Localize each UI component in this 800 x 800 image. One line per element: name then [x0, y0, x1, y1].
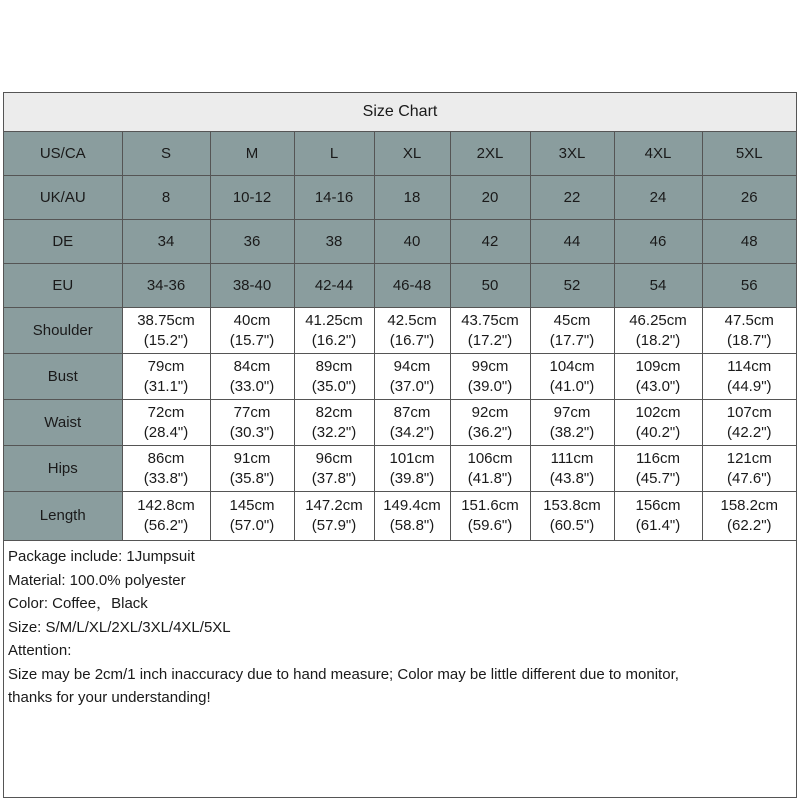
- measurement-cell: [450, 446, 530, 492]
- measurement-cell: [614, 308, 702, 354]
- inch-value: (42.2"): [727, 423, 772, 441]
- inch-value: (59.6"): [467, 517, 513, 534]
- measurement-cell: [374, 446, 450, 492]
- inch-value: (44.9"): [727, 377, 772, 395]
- row-label-us-ca: US/CA: [4, 132, 122, 176]
- inch-value: (41.8"): [467, 469, 513, 487]
- conversion-cell: 56: [702, 264, 796, 308]
- inch-value: (16.7"): [389, 331, 435, 349]
- inch-value: (39.8"): [389, 469, 435, 487]
- conversion-cell: 36: [210, 220, 294, 264]
- note-line: Size: S/M/L/XL/2XL/3XL/4XL/5XL: [8, 618, 231, 636]
- inch-value: (36.2"): [467, 423, 513, 441]
- row-label: EU: [4, 264, 122, 308]
- size-cell: L: [294, 132, 374, 176]
- measurement-cell: [530, 354, 614, 400]
- measurement-row: [4, 446, 796, 492]
- inch-value: (60.5"): [549, 517, 595, 534]
- conversion-row: [4, 220, 796, 264]
- size-header-row: [4, 132, 796, 176]
- measurement-cell: [374, 308, 450, 354]
- measurement-cell: [374, 354, 450, 400]
- measurement-cell: [450, 354, 530, 400]
- inch-value: (37.0"): [389, 377, 435, 395]
- measurement-cell: [450, 492, 530, 541]
- inch-value: (35.8"): [229, 469, 275, 487]
- inch-value: (43.8"): [549, 469, 595, 487]
- conversion-cell: 44: [530, 220, 614, 264]
- cm-value: 46.25cm: [629, 311, 687, 329]
- size-cell: 5XL: [702, 132, 796, 176]
- measurement-cell: [294, 308, 374, 354]
- conversion-cell: 26: [702, 176, 796, 220]
- measurement-label: Shoulder: [4, 308, 122, 354]
- size-cell: 4XL: [614, 132, 702, 176]
- size-cell: 3XL: [530, 132, 614, 176]
- measurement-cell: [530, 400, 614, 446]
- cm-value: 38.75cm: [137, 311, 195, 329]
- cm-value: 142.8cm: [137, 497, 195, 514]
- measurement-cell: [122, 400, 210, 446]
- measurement-row: [4, 308, 796, 354]
- inch-value: (18.7"): [727, 331, 772, 349]
- measurement-label: Waist: [4, 400, 122, 446]
- conversion-cell: 50: [450, 264, 530, 308]
- note-line: Color: Coffee，Black: [8, 595, 148, 612]
- cm-value: 156cm: [635, 497, 681, 514]
- cm-value: 158.2cm: [720, 497, 779, 514]
- inch-value: (38.2"): [549, 423, 595, 441]
- cm-value: 40cm: [233, 311, 271, 329]
- conversion-cell: 18: [374, 176, 450, 220]
- cm-value: 153.8cm: [543, 497, 601, 514]
- inch-value: (58.8"): [389, 517, 435, 534]
- inch-value: (56.2"): [143, 517, 189, 534]
- cm-value: 91cm: [233, 449, 271, 467]
- inch-value: (33.0"): [229, 377, 275, 395]
- cm-value: 47.5cm: [724, 311, 774, 329]
- conversion-cell: 10-12: [210, 176, 294, 220]
- inch-value: (33.8"): [143, 469, 189, 487]
- measurement-cell: [294, 400, 374, 446]
- inch-value: (17.2"): [467, 331, 513, 349]
- inch-value: (35.0"): [311, 377, 357, 395]
- size-cell: M: [210, 132, 294, 176]
- conversion-cell: 46: [614, 220, 702, 264]
- measurement-cell: [530, 308, 614, 354]
- inch-value: (62.2"): [727, 517, 772, 534]
- inch-value: (39.0"): [467, 377, 513, 395]
- measurement-cell: [702, 492, 796, 541]
- measurement-cell: [294, 354, 374, 400]
- measurement-cell: [374, 492, 450, 541]
- inch-value: (40.2"): [635, 423, 681, 441]
- cm-value: 111cm: [550, 449, 594, 467]
- measurement-row: [4, 400, 796, 446]
- measurement-row: [4, 492, 796, 541]
- measurement-label: Hips: [4, 446, 122, 492]
- measurement-cell: [450, 400, 530, 446]
- cm-value: 102cm: [635, 403, 681, 421]
- cm-value: 84cm: [233, 357, 271, 375]
- measurement-label: Bust: [4, 354, 122, 400]
- inch-value: (37.8"): [311, 469, 357, 487]
- cm-value: 101cm: [389, 449, 435, 467]
- conversion-cell: 52: [530, 264, 614, 308]
- cm-value: 82cm: [315, 403, 353, 421]
- inch-value: (17.7"): [549, 331, 595, 349]
- inch-value: (41.0"): [549, 377, 595, 395]
- measurement-cell: [702, 446, 796, 492]
- conversion-row: [4, 264, 796, 308]
- inch-value: (45.7"): [635, 469, 681, 487]
- measurement-cell: [702, 354, 796, 400]
- cm-value: 92cm: [471, 403, 509, 421]
- measurement-cell: [374, 400, 450, 446]
- cm-value: 109cm: [635, 357, 681, 375]
- inch-value: (43.0"): [635, 377, 681, 395]
- inch-value: (28.4"): [143, 423, 189, 441]
- inch-value: (15.7"): [229, 331, 275, 349]
- conversion-cell: 54: [614, 264, 702, 308]
- conversion-cell: 42-44: [294, 264, 374, 308]
- size-cell: S: [122, 132, 210, 176]
- note-line: Attention:: [8, 642, 72, 659]
- measurement-cell: [294, 446, 374, 492]
- conversion-cell: 20: [450, 176, 530, 220]
- note-line: thanks for your understanding!: [8, 689, 211, 706]
- size-chart-table: [4, 93, 796, 541]
- cm-value: 147.2cm: [305, 497, 363, 514]
- cm-value: 45cm: [553, 311, 591, 329]
- conversion-cell: 38-40: [210, 264, 294, 308]
- size-cell: 2XL: [450, 132, 530, 176]
- cm-value: 104cm: [549, 357, 595, 375]
- cm-value: 41.25cm: [305, 311, 363, 329]
- note-line: Size may be 2cm/1 inch inaccuracy due to hand measure; Color may be little different due to monitor,: [8, 665, 679, 683]
- cm-value: 43.75cm: [461, 311, 519, 329]
- conversion-cell: 48: [702, 220, 796, 264]
- inch-value: (31.1"): [143, 377, 189, 395]
- measurement-cell: [614, 446, 702, 492]
- cm-value: 99cm: [471, 357, 509, 375]
- size-cell: XL: [374, 132, 450, 176]
- measurement-row: [4, 354, 796, 400]
- cm-value: 116cm: [636, 449, 680, 467]
- inch-value: (57.9"): [311, 517, 357, 534]
- chart-title: Size Chart: [4, 93, 796, 132]
- measurement-cell: [614, 354, 702, 400]
- conversion-cell: 34: [122, 220, 210, 264]
- note-line: Material: 100.0% polyester: [8, 571, 186, 589]
- row-label: UK/AU: [4, 176, 122, 220]
- measurement-cell: [122, 308, 210, 354]
- inch-value: (30.3"): [229, 423, 275, 441]
- measurement-cell: [450, 308, 530, 354]
- measurement-cell: [702, 400, 796, 446]
- cm-value: 72cm: [147, 403, 185, 421]
- cm-value: 94cm: [393, 357, 431, 375]
- inch-value: (61.4"): [635, 517, 681, 534]
- conversion-cell: 42: [450, 220, 530, 264]
- cm-value: 77cm: [233, 403, 271, 421]
- inch-value: (57.0"): [229, 517, 275, 534]
- cm-value: 79cm: [147, 357, 185, 375]
- measurement-cell: [210, 308, 294, 354]
- cm-value: 149.4cm: [383, 497, 441, 514]
- measurement-cell: [122, 446, 210, 492]
- cm-value: 96cm: [315, 449, 353, 467]
- inch-value: (32.2"): [311, 423, 357, 441]
- cm-value: 107cm: [726, 403, 772, 421]
- row-label: DE: [4, 220, 122, 264]
- note-line: Package include: 1Jumpsuit: [8, 548, 195, 565]
- inch-value: (18.2"): [635, 331, 681, 349]
- inch-value: (16.2"): [311, 331, 357, 349]
- cm-value: 114cm: [727, 357, 772, 375]
- inch-value: (47.6"): [727, 469, 772, 487]
- cm-value: 121cm: [726, 449, 772, 467]
- cm-value: 42.5cm: [387, 311, 437, 329]
- measurement-cell: [294, 492, 374, 541]
- conversion-cell: 14-16: [294, 176, 374, 220]
- product-notes: [4, 541, 796, 710]
- inch-value: (34.2"): [389, 423, 435, 441]
- measurement-cell: [122, 354, 210, 400]
- cm-value: 97cm: [553, 403, 591, 421]
- cm-value: 145cm: [229, 497, 275, 514]
- conversion-row: [4, 176, 796, 220]
- conversion-cell: 34-36: [122, 264, 210, 308]
- measurement-cell: [614, 400, 702, 446]
- conversion-cell: 38: [294, 220, 374, 264]
- title-row: [4, 93, 796, 132]
- measurement-cell: [210, 354, 294, 400]
- measurement-cell: [210, 446, 294, 492]
- cm-value: 87cm: [393, 403, 431, 421]
- conversion-cell: 46-48: [374, 264, 450, 308]
- cm-value: 89cm: [315, 357, 353, 375]
- measurement-cell: [210, 492, 294, 541]
- cm-value: 86cm: [147, 449, 185, 467]
- measurement-cell: [530, 492, 614, 541]
- cm-value: 106cm: [467, 449, 513, 467]
- conversion-cell: 22: [530, 176, 614, 220]
- conversion-cell: 40: [374, 220, 450, 264]
- size-chart-sheet: [3, 92, 797, 798]
- inch-value: (15.2"): [143, 331, 189, 349]
- measurement-cell: [530, 446, 614, 492]
- measurement-cell: [210, 400, 294, 446]
- measurement-cell: [614, 492, 702, 541]
- measurement-label: Length: [4, 492, 122, 541]
- conversion-cell: 8: [122, 176, 210, 220]
- measurement-cell: [702, 308, 796, 354]
- cm-value: 151.6cm: [461, 497, 519, 514]
- measurement-cell: [122, 492, 210, 541]
- conversion-cell: 24: [614, 176, 702, 220]
